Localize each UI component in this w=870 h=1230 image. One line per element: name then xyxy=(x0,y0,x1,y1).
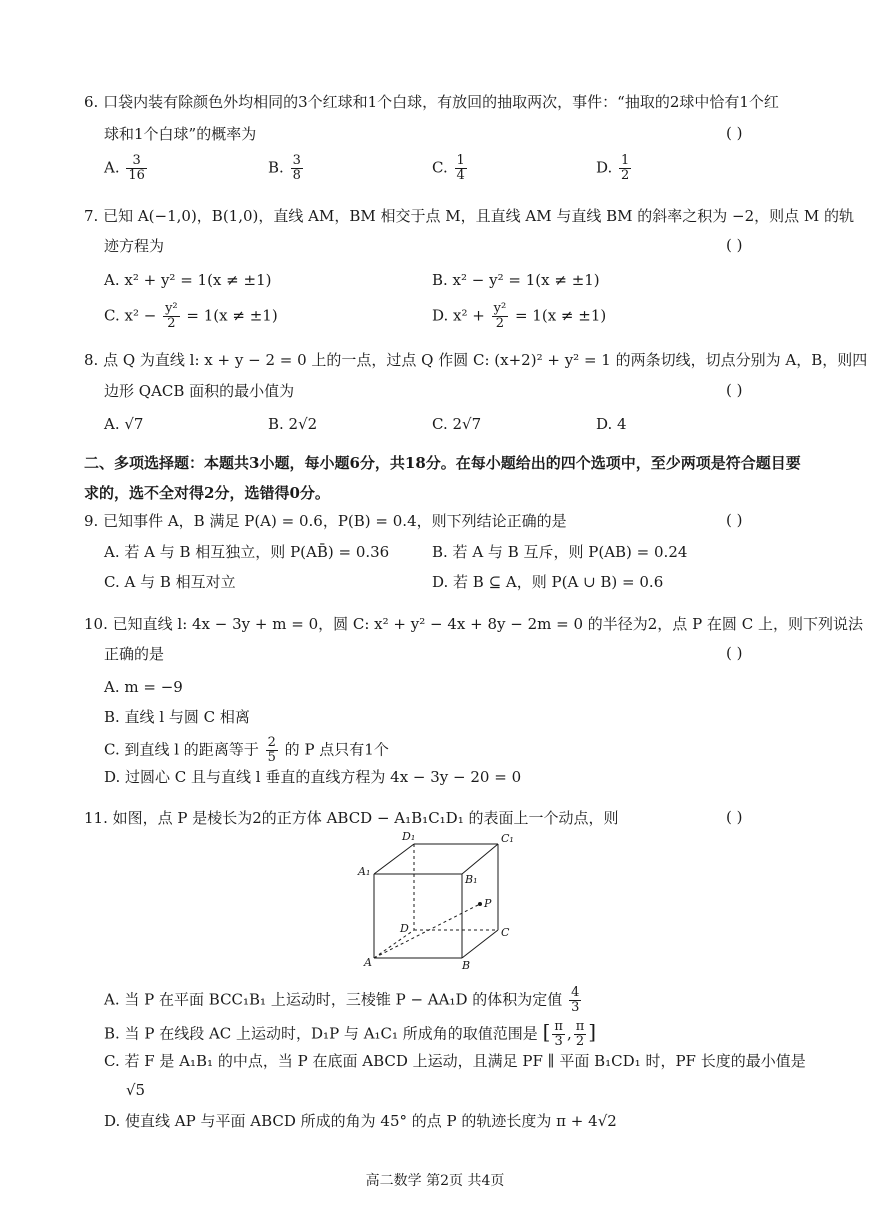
q6-stem-line2: 球和1个白球”的概率为 xyxy=(104,125,257,143)
numerator: 3 xyxy=(126,154,147,169)
q8-answer-paren: ( ) xyxy=(726,381,743,399)
q8-option-a: A. √7 xyxy=(104,415,144,433)
denominator: 4 xyxy=(456,168,465,183)
numerator: 1 xyxy=(456,153,465,168)
q7-answer-paren: ( ) xyxy=(726,236,743,254)
denominator: 5 xyxy=(267,750,276,765)
option-text: 的 P 点只有1个 xyxy=(284,740,389,759)
label-c1: C₁ xyxy=(501,832,514,845)
q11-stem: 11. 如图，点 P 是棱长为2的正方体 ABCD − A₁B₁C₁D₁ 的表面上一个动点，则 xyxy=(84,809,619,827)
q9-option-a: A. 若 A 与 B 相互独立，则 P(AB̄) = 0.36 xyxy=(104,543,390,561)
q9-answer-paren: ( ) xyxy=(726,511,743,529)
q10-option-c xyxy=(104,736,389,765)
q11-answer-paren: ( ) xyxy=(726,808,743,826)
numerator: π xyxy=(554,1019,563,1034)
numerator: y² xyxy=(493,301,507,316)
denominator: 2 xyxy=(167,316,176,331)
q6-option-d xyxy=(596,154,633,183)
q11-option-b xyxy=(104,1020,596,1049)
point-p-dot xyxy=(478,902,482,906)
q10-stem-line2: 正确的是 xyxy=(104,645,165,663)
section-heading-line2: 求的，选不全对得2分，选错得0分。 xyxy=(84,484,330,502)
q6-answer-paren: ( ) xyxy=(726,124,743,142)
numerator: 4 xyxy=(571,985,580,1000)
q10-answer-paren: ( ) xyxy=(726,644,743,662)
fraction xyxy=(492,302,509,331)
option-text: B. 当 P 在线段 AC 上运动时，D₁P 与 A₁C₁ 所成角的取值范围是 xyxy=(104,1024,538,1043)
denominator: 2 xyxy=(495,316,505,331)
q6-stem-line1: 6. 口袋内装有除颜色外均相同的3个红球和1个白球，有放回的抽取两次，事件：“抽取的2球中恰有1个红 xyxy=(84,93,779,111)
q9-option-c: C. A 与 B 相互对立 xyxy=(104,573,236,591)
edge-bc xyxy=(462,930,498,958)
q10-stem-line1: 10. 已知直线 l: 4x − 3y + m = 0，圆 C: x² + y² − 4x + 8y − 2m = 0 的半径为2，点 P 在圆 C 上，则下列说法 xyxy=(84,615,863,633)
edge-b1c1 xyxy=(462,844,498,874)
bracket-close: ] xyxy=(588,1019,597,1044)
separator: , xyxy=(566,1024,572,1043)
label-d1: D₁ xyxy=(402,830,416,843)
fraction xyxy=(619,154,631,183)
label-d: D xyxy=(400,922,409,935)
label-a1: A₁ xyxy=(358,865,371,878)
q8-option-d: D. 4 xyxy=(596,415,627,433)
numerator: 3 xyxy=(292,153,301,168)
q8-stem-line2: 边形 QACB 面积的最小值为 xyxy=(104,382,295,400)
denominator: 8 xyxy=(292,168,301,183)
q11-option-a xyxy=(104,986,583,1015)
fraction xyxy=(455,154,467,183)
bracket-open: [ xyxy=(542,1019,551,1044)
label-a: A xyxy=(364,956,372,969)
cube-figure xyxy=(352,828,532,974)
option-text: C. x² − xyxy=(104,306,157,325)
q7-option-b: B. x² − y² = 1(x ≠ ±1) xyxy=(432,271,600,289)
q8-stem-line1: 8. 点 Q 为直线 l: x + y − 2 = 0 上的一点，过点 Q 作圆 C: (x+2)² + y² = 1 的两条切线，切点分别为 A，B，则四 xyxy=(84,351,868,369)
denominator: 16 xyxy=(128,168,145,183)
option-text: = 1(x ≠ ±1) xyxy=(514,306,607,325)
q7-option-d xyxy=(432,302,606,331)
option-label: D. xyxy=(596,158,613,177)
denominator: 2 xyxy=(621,168,630,183)
option-text: C. 到直线 l 的距离等于 xyxy=(104,740,259,759)
q9-option-b: B. 若 A 与 B 互斥，则 P(AB) = 0.24 xyxy=(432,543,688,561)
page-footer: 高二数学 第2页 共4页 xyxy=(365,1173,505,1189)
fraction xyxy=(163,302,180,331)
option-text: A. 当 P 在平面 BCC₁B₁ 上运动时，三棱锥 P − AA₁D 的体积为定值 xyxy=(104,990,563,1009)
q7-option-a: A. x² + y² = 1(x ≠ ±1) xyxy=(104,271,272,289)
denominator: 2 xyxy=(575,1034,585,1049)
q6-option-b xyxy=(268,154,305,183)
fraction xyxy=(291,154,303,183)
numerator: 2 xyxy=(267,735,276,750)
numerator: y² xyxy=(165,301,178,316)
denominator: 3 xyxy=(554,1034,563,1049)
q6-option-c xyxy=(432,154,469,183)
fraction xyxy=(126,154,147,183)
edge-a1d1 xyxy=(374,844,414,874)
q8-option-c: C. 2√7 xyxy=(432,415,482,433)
label-c: C xyxy=(501,926,510,939)
segment-ap-hidden xyxy=(374,904,480,958)
q7-stem-line1: 7. 已知 A(−1,0)，B(1,0)，直线 AM，BM 相交于点 M，且直线 AM 与直线 BM 的斜率之积为 −2，则点 M 的轨 xyxy=(84,207,855,225)
numerator: π xyxy=(575,1019,585,1034)
q9-stem: 9. 已知事件 A，B 满足 P(A) = 0.6，P(B) = 0.4，则下列结论正确的是 xyxy=(84,512,567,530)
denominator: 3 xyxy=(571,1000,580,1015)
q7-stem-line2: 迹方程为 xyxy=(104,237,165,255)
option-text: = 1(x ≠ ±1) xyxy=(186,306,278,325)
q11-option-d: D. 使直线 AP 与平面 ABCD 所成的角为 45° 的点 P 的轨迹长度为 π + 4√2 xyxy=(104,1112,617,1130)
option-label: C. xyxy=(432,158,448,177)
option-label: B. xyxy=(268,158,284,177)
q6-option-a xyxy=(104,154,149,183)
q10-option-b: B. 直线 l 与圆 C 相离 xyxy=(104,708,250,726)
q10-option-d: D. 过圆心 C 且与直线 l 垂直的直线方程为 4x − 3y − 20 = 0 xyxy=(104,768,522,786)
section-heading-line1: 二、多项选择题：本题共3小题，每小题6分，共18分。在每小题给出的四个选项中，至少两项是符合题目要 xyxy=(84,454,801,472)
q11-option-c-line2: √5 xyxy=(126,1081,146,1099)
option-text: D. x² + xyxy=(432,306,485,325)
fraction xyxy=(574,1020,587,1049)
label-b1: B₁ xyxy=(465,873,478,886)
option-label: A. xyxy=(104,158,120,177)
q11-option-c-line1: C. 若 F 是 A₁B₁ 的中点，当 P 在底面 ABCD 上运动，且满足 PF ∥ 平面 B₁CD₁ 时，PF 长度的最小值是 xyxy=(104,1052,806,1070)
fraction xyxy=(552,1020,565,1049)
label-b: B xyxy=(462,959,471,972)
label-p: P xyxy=(484,897,492,910)
q7-option-c xyxy=(104,302,278,331)
numerator: 1 xyxy=(621,153,630,168)
q8-option-b: B. 2√2 xyxy=(268,415,318,433)
fraction xyxy=(266,736,278,765)
fraction xyxy=(569,986,581,1015)
q10-option-a: A. m = −9 xyxy=(104,678,183,696)
q9-option-d: D. 若 B ⊆ A，则 P(A ∪ B) = 0.6 xyxy=(432,573,664,591)
